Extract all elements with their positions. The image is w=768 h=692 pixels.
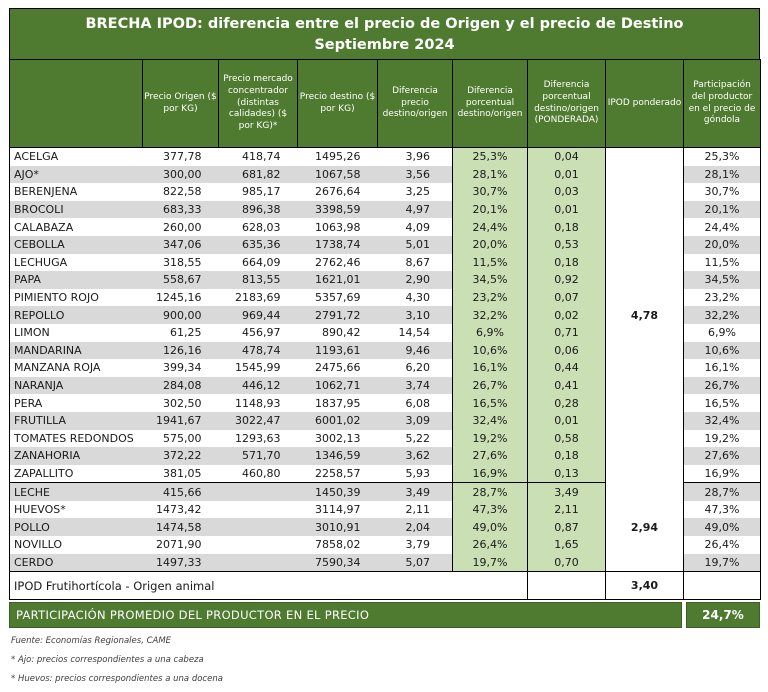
- cell-precio-origen: 399,34: [163, 361, 202, 375]
- footnote-source: Fuente: Economías Regionales, CAME: [11, 636, 172, 647]
- summary-label: IPOD Frutihortícola - Origen animal: [10, 572, 528, 600]
- cell-precio-mercado: 628,03: [242, 220, 281, 234]
- cell-precio-origen: 302,50: [163, 396, 202, 410]
- cell-precio-origen: 300,00: [143, 166, 219, 184]
- cell-dif-ponderada: 1,65: [528, 536, 606, 554]
- cell-participacion: 30,7%: [684, 183, 761, 201]
- summary-row: [10, 572, 761, 600]
- cell-product: CALABAZA: [14, 220, 74, 234]
- cell-product: LECHUGA: [14, 255, 68, 269]
- cell-ipod-animal: 2,94: [606, 483, 684, 572]
- cell-dif-ponderada: 0,28: [528, 394, 606, 412]
- cell-product: LIMON: [14, 326, 50, 340]
- cell-participacion: 19,2%: [684, 430, 761, 448]
- cell-precio-mercado: 1293,63: [235, 431, 281, 445]
- table-row: [10, 148, 761, 166]
- column-header-participacion: Participación del productor en el precio de góndola: [684, 60, 761, 148]
- cell-product: PAPA: [10, 271, 143, 289]
- cell-precio-mercado: 446,12: [219, 377, 298, 395]
- cell-precio-mercado: [219, 483, 298, 501]
- cell-precio-mercado: 418,74: [242, 150, 281, 164]
- cell-precio-origen: 1245,16: [156, 291, 202, 305]
- cell-precio-origen: 575,00: [163, 431, 202, 445]
- cell-dif-precio: 4,09: [405, 220, 430, 234]
- cell-precio-mercado: [219, 518, 298, 536]
- cell-precio-origen: 822,58: [163, 185, 202, 199]
- cell-precio-origen: 260,00: [163, 220, 202, 234]
- summary-empty-cell: [528, 572, 606, 600]
- cell-precio-destino: 2258,57: [315, 466, 361, 480]
- cell-dif-ponderada: 0,01: [528, 166, 606, 184]
- cell-product: FRUTILLA: [10, 412, 143, 430]
- cell-participacion: 20,1%: [684, 201, 761, 219]
- cell-precio-destino: 1063,98: [315, 220, 361, 234]
- cell-dif-precio: 3,62: [378, 447, 453, 465]
- cell-precio-origen: 1473,42: [156, 503, 202, 517]
- cell-precio-destino: 2762,46: [315, 255, 361, 269]
- cell-participacion: 26,4%: [684, 536, 761, 554]
- cell-precio-origen: 558,67: [143, 271, 219, 289]
- cell-dif-precio: 9,46: [378, 342, 453, 360]
- cell-product: BERENJENA: [14, 185, 78, 199]
- cell-precio-mercado: 985,17: [242, 185, 281, 199]
- cell-dif-precio: 5,07: [378, 554, 453, 572]
- cell-dif-porcentual: 6,9%: [453, 324, 528, 342]
- cell-precio-origen: 372,22: [143, 447, 219, 465]
- cell-dif-ponderada: 0,06: [528, 342, 606, 360]
- report-title-line1: BRECHA IPOD: diferencia entre el precio de Origen y el precio de Destino: [85, 16, 684, 32]
- cell-dif-precio: 3,96: [405, 150, 430, 164]
- cell-participacion: 49,0%: [684, 518, 761, 536]
- cell-precio-destino: 3010,91: [298, 518, 378, 536]
- participation-bar-label: PARTICIPACIÓN PROMEDIO DEL PRODUCTOR EN EL PRECIO: [9, 602, 682, 628]
- column-header-dif-ponderada: Diferencia porcentual destino/origen (PONDERADA): [528, 60, 606, 148]
- cell-dif-porcentual: 25,3%: [453, 148, 528, 166]
- cell-dif-porcentual: 23,2%: [453, 289, 528, 307]
- cell-dif-porcentual: 19,7%: [453, 554, 528, 572]
- cell-dif-porcentual: 34,5%: [453, 271, 528, 289]
- cell-precio-mercado: 681,82: [219, 166, 298, 184]
- cell-precio-origen: 61,25: [170, 326, 202, 340]
- cell-dif-ponderada: 0,01: [528, 201, 606, 219]
- ipod-table: [9, 59, 761, 600]
- cell-precio-mercado: 1148,93: [235, 396, 281, 410]
- cell-dif-ponderada: 0,70: [528, 554, 606, 572]
- cell-precio-destino: 1738,74: [298, 236, 378, 254]
- cell-dif-porcentual: 27,6%: [453, 447, 528, 465]
- cell-participacion: 11,5%: [684, 254, 761, 272]
- cell-precio-mercado: 3022,47: [219, 412, 298, 430]
- cell-product: CEBOLLA: [10, 236, 143, 254]
- cell-dif-porcentual: 30,7%: [453, 183, 528, 201]
- header-row: [10, 60, 761, 148]
- cell-dif-porcentual: 49,0%: [453, 518, 528, 536]
- cell-participacion: 34,5%: [684, 271, 761, 289]
- cell-dif-ponderada: 0,02: [528, 306, 606, 324]
- cell-participacion: 47,3%: [684, 501, 761, 519]
- cell-precio-destino: 1346,59: [298, 447, 378, 465]
- footnote-huevos: * Huevos: precios correspondientes a una docena: [11, 674, 223, 685]
- cell-precio-destino: 1495,26: [315, 150, 361, 164]
- cell-dif-precio: 3,10: [378, 306, 453, 324]
- cell-product: LECHE: [10, 483, 143, 501]
- cell-precio-mercado: 969,44: [219, 306, 298, 324]
- cell-product: ACELGA: [14, 150, 59, 164]
- cell-precio-mercado: 456,97: [242, 326, 281, 340]
- cell-dif-ponderada: 0,01: [528, 412, 606, 430]
- cell-precio-mercado: 2183,69: [235, 291, 281, 305]
- cell-participacion: 27,6%: [684, 447, 761, 465]
- cell-precio-destino: 1067,58: [298, 166, 378, 184]
- cell-precio-origen: 683,33: [143, 201, 219, 219]
- cell-dif-precio: 14,54: [398, 326, 430, 340]
- cell-precio-origen: 2071,90: [156, 538, 202, 552]
- cell-precio-origen: 1497,33: [143, 554, 219, 572]
- participation-bar: [9, 602, 760, 628]
- cell-precio-destino: 5357,69: [315, 291, 361, 305]
- cell-dif-precio: 8,67: [405, 255, 430, 269]
- cell-participacion: 25,3%: [684, 148, 761, 166]
- participation-bar-value: 24,7%: [686, 602, 760, 628]
- cell-dif-porcentual: 19,2%: [453, 430, 528, 448]
- cell-precio-mercado: 635,36: [219, 236, 298, 254]
- column-header-precio-mercado: Precio mercado concentrador (distintas calidades) ($ por KG)*: [219, 60, 298, 148]
- cell-dif-ponderada: 0,07: [528, 289, 606, 307]
- column-header-product: [10, 60, 143, 148]
- cell-participacion: 16,9%: [684, 465, 761, 483]
- cell-participacion: 19,7%: [684, 554, 761, 572]
- cell-dif-ponderada: 0,13: [528, 465, 606, 483]
- cell-participacion: 32,2%: [684, 306, 761, 324]
- cell-participacion: 23,2%: [684, 289, 761, 307]
- cell-precio-origen: 318,55: [163, 255, 202, 269]
- cell-dif-porcentual: 16,1%: [453, 359, 528, 377]
- cell-precio-destino: 1837,95: [315, 396, 361, 410]
- cell-dif-porcentual: 16,5%: [453, 394, 528, 412]
- cell-dif-ponderada: 0,41: [528, 377, 606, 395]
- cell-precio-destino: 3002,13: [315, 431, 361, 445]
- cell-dif-ponderada: 0,92: [528, 271, 606, 289]
- cell-precio-destino: 1621,01: [298, 271, 378, 289]
- cell-dif-ponderada: 0,04: [528, 148, 606, 166]
- cell-participacion: 28,1%: [684, 166, 761, 184]
- cell-dif-precio: 6,20: [405, 361, 430, 375]
- cell-dif-porcentual: 11,5%: [453, 254, 528, 272]
- cell-precio-mercado: [219, 501, 298, 519]
- cell-dif-ponderada: 0,71: [528, 324, 606, 342]
- ipod-report: [9, 8, 760, 692]
- cell-dif-porcentual: 32,4%: [453, 412, 528, 430]
- cell-precio-destino: 7590,34: [298, 554, 378, 572]
- cell-product: NOVILLO: [14, 538, 62, 552]
- cell-product: MANZANA ROJA: [14, 361, 101, 375]
- cell-precio-mercado: 460,80: [242, 466, 281, 480]
- cell-dif-ponderada: 2,11: [528, 501, 606, 519]
- cell-product: PIMIENTO ROJO: [14, 291, 99, 305]
- cell-participacion: 32,4%: [684, 412, 761, 430]
- cell-precio-origen: 126,16: [143, 342, 219, 360]
- cell-precio-destino: 1062,71: [298, 377, 378, 395]
- cell-precio-mercado: 571,70: [219, 447, 298, 465]
- cell-dif-precio: 3,56: [378, 166, 453, 184]
- cell-precio-mercado: [219, 554, 298, 572]
- cell-precio-destino: 890,42: [322, 326, 361, 340]
- cell-dif-precio: 3,49: [378, 483, 453, 501]
- column-header-dif-precio: Diferencia precio destino/origen: [378, 60, 453, 148]
- cell-dif-ponderada: 0,18: [528, 447, 606, 465]
- table-body: [10, 148, 761, 600]
- cell-precio-origen: 415,66: [143, 483, 219, 501]
- cell-participacion: 28,7%: [684, 483, 761, 501]
- cell-precio-destino: 1450,39: [298, 483, 378, 501]
- cell-dif-precio: 6,08: [405, 396, 430, 410]
- cell-product: REPOLLO: [10, 306, 143, 324]
- cell-dif-ponderada: 0,18: [528, 254, 606, 272]
- cell-precio-origen: 284,08: [143, 377, 219, 395]
- report-title: [9, 8, 760, 59]
- cell-precio-origen: 1474,58: [143, 518, 219, 536]
- cell-product: PERA: [14, 396, 43, 410]
- cell-participacion: 20,0%: [684, 236, 761, 254]
- cell-dif-ponderada: 0,58: [528, 430, 606, 448]
- cell-precio-destino: 3398,59: [298, 201, 378, 219]
- cell-dif-precio: 3,09: [378, 412, 453, 430]
- cell-product: AJO*: [10, 166, 143, 184]
- cell-dif-precio: 2,04: [378, 518, 453, 536]
- cell-dif-porcentual: 24,4%: [453, 218, 528, 236]
- cell-dif-ponderada: 0,87: [528, 518, 606, 536]
- cell-product: TOMATES REDONDOS: [14, 431, 134, 445]
- cell-participacion: 24,4%: [684, 218, 761, 236]
- cell-precio-destino: 3114,97: [315, 503, 361, 517]
- cell-dif-porcentual: 20,1%: [453, 201, 528, 219]
- cell-dif-porcentual: 26,7%: [453, 377, 528, 395]
- cell-dif-porcentual: 16,9%: [453, 465, 528, 483]
- cell-participacion: 26,7%: [684, 377, 761, 395]
- cell-dif-precio: 3,74: [378, 377, 453, 395]
- cell-participacion: 16,1%: [684, 359, 761, 377]
- cell-dif-precio: 5,01: [378, 236, 453, 254]
- cell-product: POLLO: [10, 518, 143, 536]
- column-header-precio-origen: Precio Origen ($ por KG): [143, 60, 219, 148]
- cell-participacion: 6,9%: [684, 324, 761, 342]
- cell-precio-mercado: 1545,99: [235, 361, 281, 375]
- cell-dif-ponderada: 0,18: [528, 218, 606, 236]
- cell-dif-porcentual: 10,6%: [453, 342, 528, 360]
- cell-precio-destino: 6001,02: [298, 412, 378, 430]
- cell-dif-precio: 5,22: [405, 431, 430, 445]
- report-title-line2: Septiembre 2024: [314, 37, 455, 54]
- cell-precio-origen: 377,78: [163, 150, 202, 164]
- cell-dif-precio: 5,93: [405, 466, 430, 480]
- footnotes: [9, 635, 760, 685]
- cell-precio-origen: 347,06: [143, 236, 219, 254]
- table-header: [10, 60, 761, 148]
- cell-precio-destino: 1193,61: [298, 342, 378, 360]
- cell-dif-porcentual: 47,3%: [453, 501, 528, 519]
- cell-dif-precio: 3,79: [405, 538, 430, 552]
- cell-dif-ponderada: 3,49: [528, 483, 606, 501]
- cell-dif-porcentual: 20,0%: [453, 236, 528, 254]
- cell-precio-mercado: 478,74: [219, 342, 298, 360]
- cell-dif-porcentual: 26,4%: [453, 536, 528, 554]
- cell-product: HUEVOS*: [14, 503, 66, 517]
- cell-precio-origen: 900,00: [143, 306, 219, 324]
- cell-dif-precio: 4,30: [405, 291, 430, 305]
- cell-dif-ponderada: 0,53: [528, 236, 606, 254]
- cell-dif-precio: 4,97: [378, 201, 453, 219]
- cell-dif-porcentual: 28,7%: [453, 483, 528, 501]
- cell-precio-mercado: [219, 536, 298, 554]
- cell-precio-destino: 2475,66: [315, 361, 361, 375]
- cell-precio-mercado: 664,09: [242, 255, 281, 269]
- summary-ipod-value: 3,40: [606, 572, 684, 600]
- cell-precio-destino: 2791,72: [298, 306, 378, 324]
- cell-precio-origen: 1941,67: [143, 412, 219, 430]
- cell-product: ZANAHORIA: [10, 447, 143, 465]
- column-header-dif-porcentual: Diferencia porcentual destino/origen: [453, 60, 528, 148]
- cell-precio-origen: 381,05: [163, 466, 202, 480]
- cell-precio-mercado: 896,38: [219, 201, 298, 219]
- cell-dif-ponderada: 0,44: [528, 359, 606, 377]
- cell-precio-destino: 7858,02: [315, 538, 361, 552]
- table-row: [10, 483, 761, 501]
- cell-dif-porcentual: 28,1%: [453, 166, 528, 184]
- column-header-precio-destino: Precio destino ($ por KG): [298, 60, 378, 148]
- cell-participacion: 16,5%: [684, 394, 761, 412]
- cell-participacion: 10,6%: [684, 342, 761, 360]
- cell-dif-ponderada: 0,03: [528, 183, 606, 201]
- cell-precio-mercado: 813,55: [219, 271, 298, 289]
- summary-empty-cell: [684, 572, 761, 600]
- column-header-ipod-ponderado: IPOD ponderado: [606, 60, 684, 148]
- cell-dif-precio: 3,25: [405, 185, 430, 199]
- cell-product: MANDARINA: [10, 342, 143, 360]
- cell-product: NARANJA: [10, 377, 143, 395]
- cell-dif-precio: 2,90: [378, 271, 453, 289]
- cell-precio-destino: 2676,64: [315, 185, 361, 199]
- cell-product: BROCOLI: [10, 201, 143, 219]
- cell-product: CERDO: [10, 554, 143, 572]
- cell-dif-precio: 2,11: [405, 503, 430, 517]
- cell-dif-porcentual: 32,2%: [453, 306, 528, 324]
- cell-ipod-frutihorticola: 4,78: [606, 148, 684, 483]
- footnote-ajo: * Ajo: precios correspondientes a una cabeza: [11, 655, 204, 666]
- cell-product: ZAPALLITO: [14, 466, 74, 480]
